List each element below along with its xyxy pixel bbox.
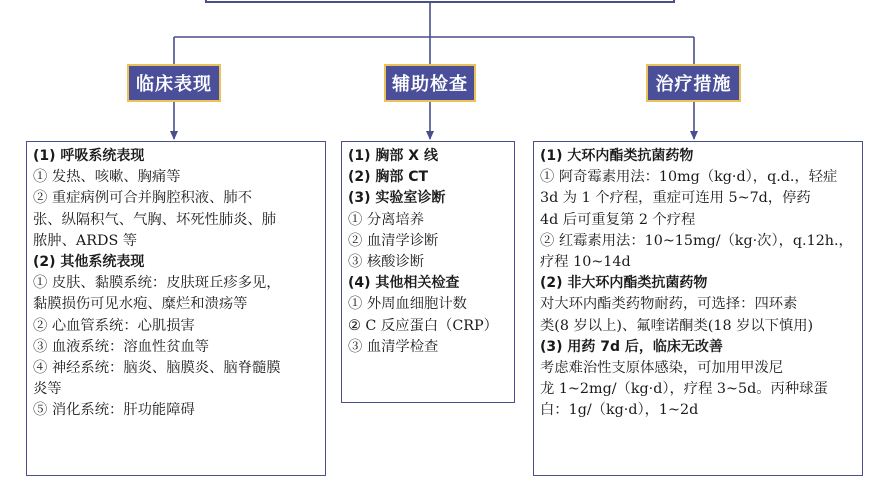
list-item: ② 心血管系统：心肌损害 (33, 317, 195, 334)
list-item: ① 阿奇霉素用法：10mg（kg·d），q.d.，轻症 (540, 169, 838, 186)
section-heading: (2) 胸部 CT (348, 169, 429, 186)
section-heading: (4) 其他相关检查 (348, 275, 460, 292)
list-item: ② C 反应蛋白（CRP） (348, 317, 498, 334)
section-heading: (1) 呼吸系统表现 (33, 148, 145, 164)
list-item: ① 外周血细胞计数 (348, 296, 467, 313)
list-item: ② 血清学诊断 (348, 232, 439, 249)
list-item: ① 皮肤、黏膜系统：皮肤斑丘疹多见， (33, 275, 281, 292)
section-heading: (2) 非大环内酯类抗菌药物 (540, 275, 708, 292)
list-item: 3d 为 1 个疗程，重症可连用 5~7d，停药 (540, 190, 811, 207)
list-item: ① 分离培养 (348, 211, 425, 228)
list-item: 炎等 (33, 381, 62, 398)
section-heading: (1) 胸部 X 线 (348, 148, 438, 164)
list-item: ③ 血液系统：溶血性贫血等 (33, 338, 210, 355)
list-item: 对大环内酯类药物耐药，可选择：四环素 (540, 296, 798, 313)
section-heading: (3) 实验室诊断 (348, 190, 446, 207)
header-treatment: 治疗措施 (646, 64, 741, 102)
header-auxiliary-exam: 辅助检查 (384, 64, 476, 102)
section-heading: (1) 大环内酯类抗菌药物 (540, 148, 694, 164)
list-item: ① 发热、咳嗽、胸痛等 (33, 169, 181, 186)
section-heading: (3) 用药 7d 后，临床无改善 (540, 338, 723, 355)
panel-auxiliary-exam (341, 141, 515, 403)
list-item: 考虑难治性支原体感染，可加用甲泼尼 (540, 360, 784, 377)
list-item: ④ 神经系统：脑炎、脑膜炎、脑脊髓膜 (33, 360, 281, 377)
list-item: 张、纵隔积气、气胸、坏死性肺炎、肺 (33, 211, 277, 228)
list-item: 黏膜损伤可见水疱、糜烂和溃疡等 (33, 296, 248, 313)
list-item: 白：1g/（kg·d），1~2d (540, 402, 699, 419)
top-node-box (205, 0, 675, 3)
list-item: ② 红霉素用法：10~15mg/（kg·次），q.12h.， (540, 232, 853, 249)
list-item: ⑤ 消化系统：肝功能障碍 (33, 402, 195, 419)
list-item: ③ 核酸诊断 (348, 254, 425, 271)
panel-treatment (533, 141, 863, 476)
list-item: 龙 1~2mg/（kg·d），疗程 3~5d。丙种球蛋 (540, 381, 828, 398)
list-item: 疗程 10~14d (540, 254, 631, 271)
panel-clinical (26, 141, 326, 476)
list-item: ③ 血清学检查 (348, 338, 439, 355)
list-item: 类(8 岁以上)、氟喹诺酮类(18 岁以下慎用) (540, 317, 814, 334)
section-heading: (2) 其他系统表现 (33, 254, 145, 271)
list-item: 4d 后可重复第 2 个疗程 (540, 211, 696, 228)
list-item: 脓肿、ARDS 等 (33, 232, 138, 249)
header-clinical: 临床表现 (127, 64, 221, 102)
list-item: ② 重症病例可合并胸腔积液、肺不 (33, 190, 252, 207)
